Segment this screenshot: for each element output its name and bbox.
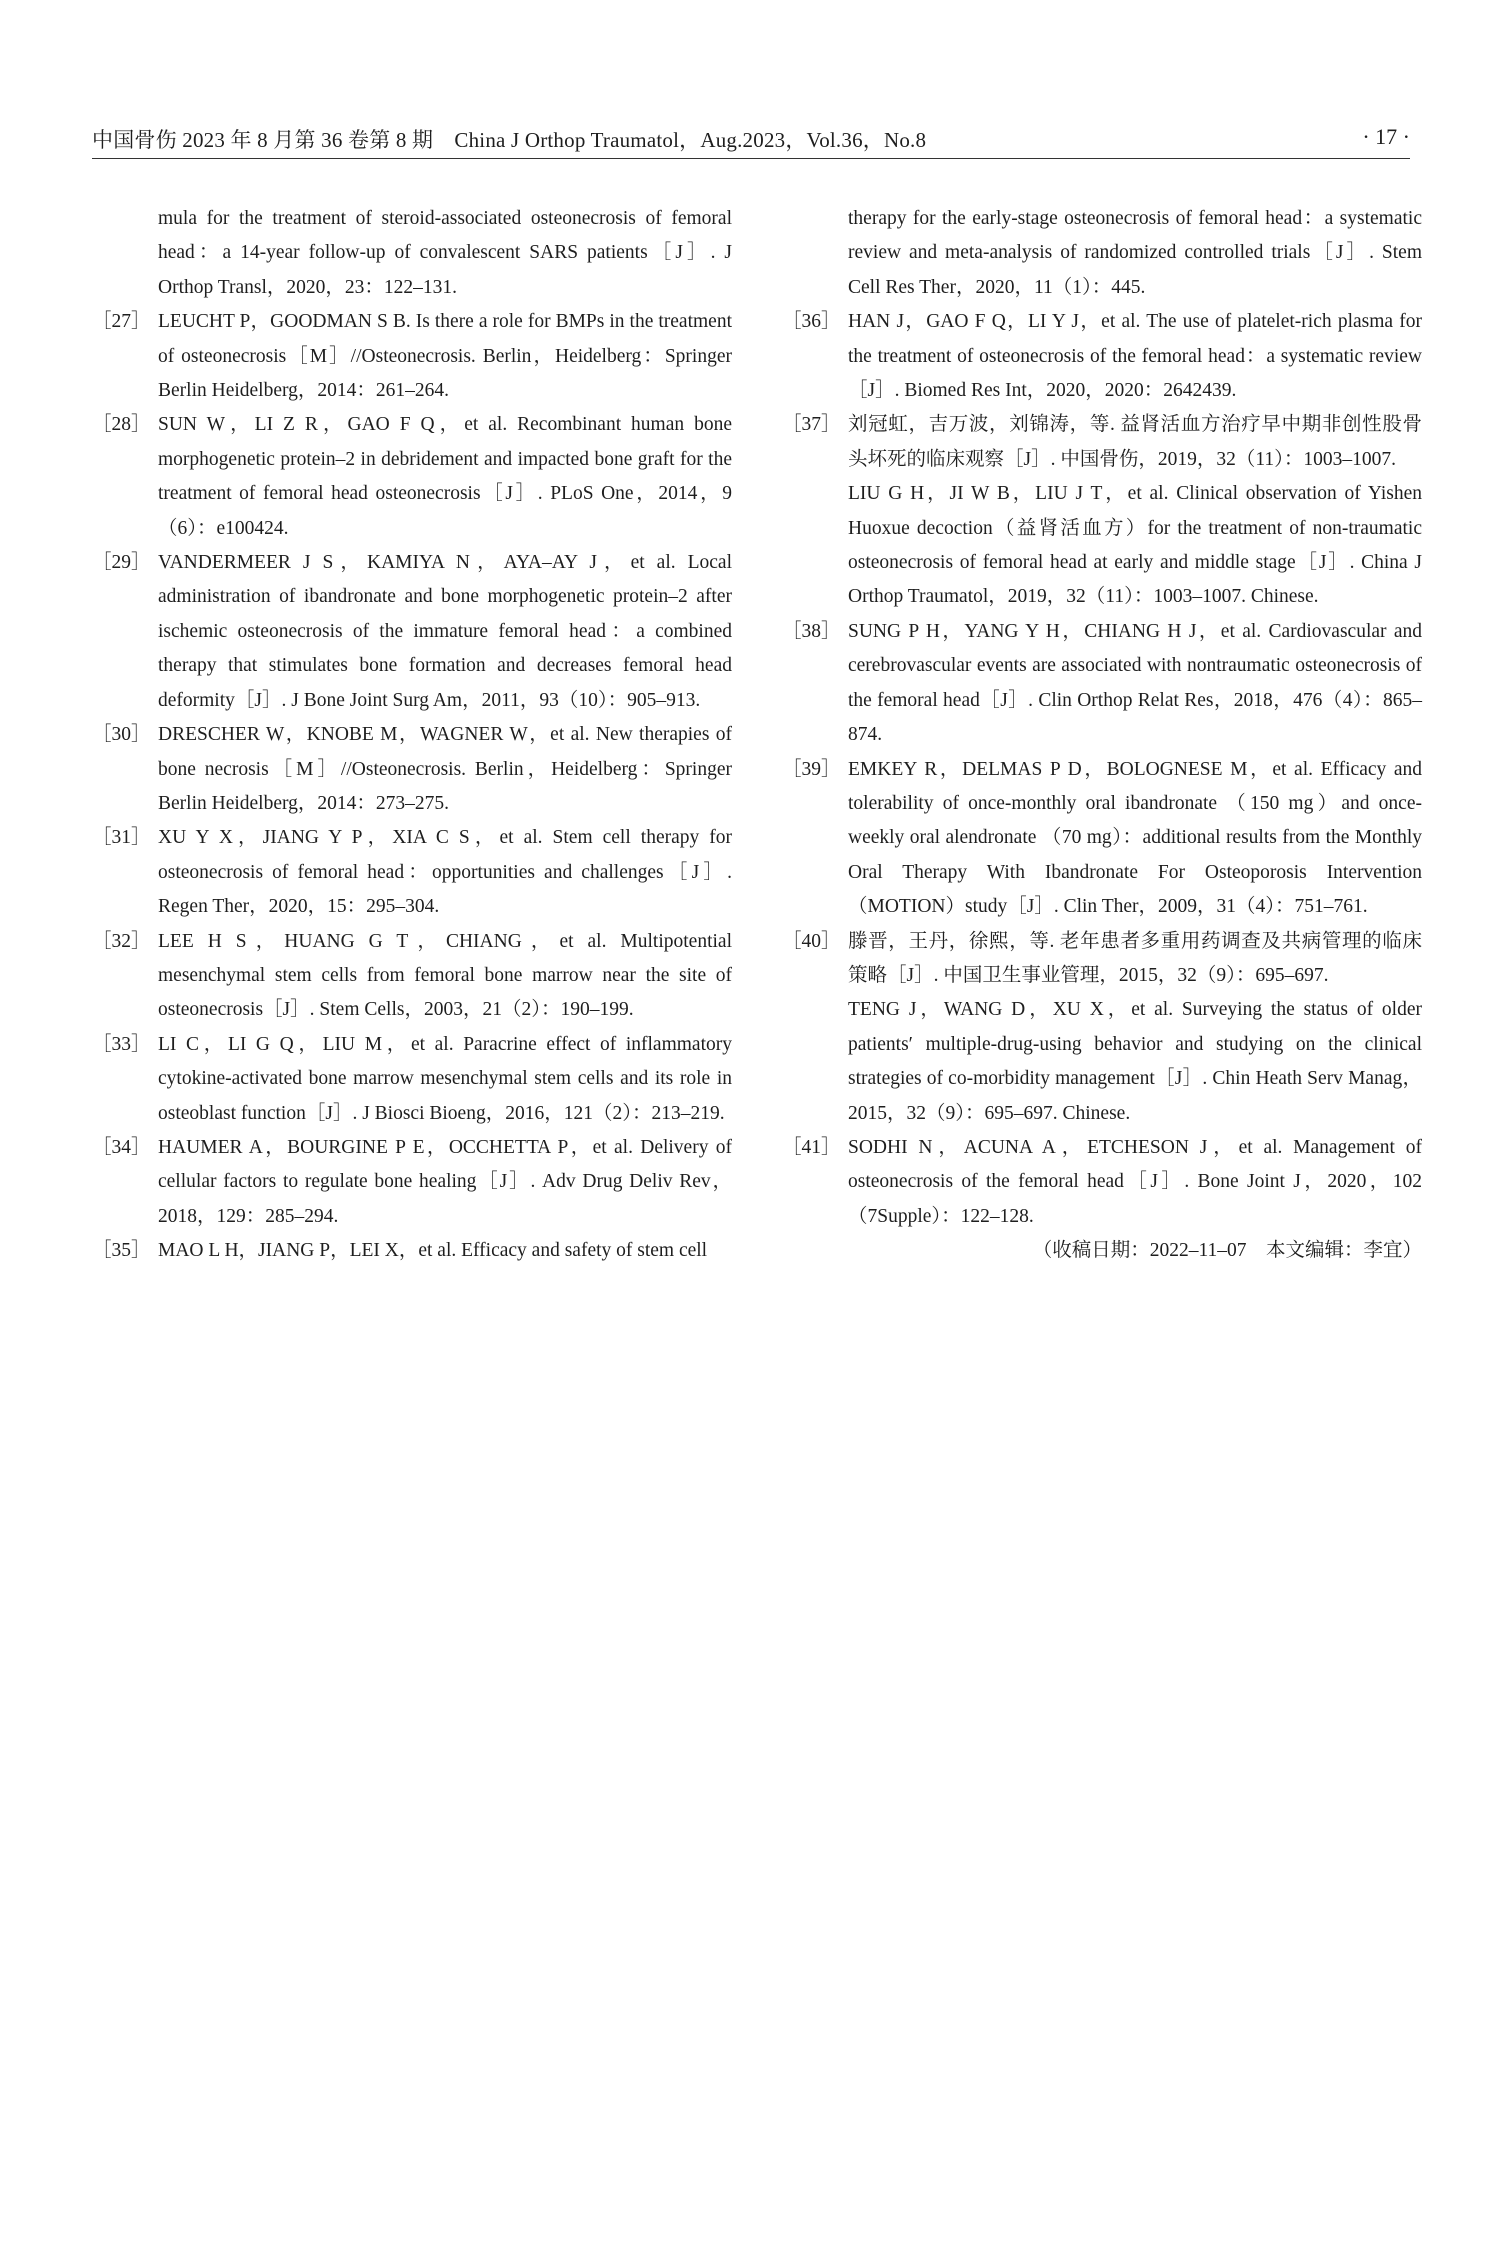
right-column xyxy=(782,202,1422,1269)
reference-item xyxy=(92,821,732,924)
reference-item xyxy=(782,615,1422,753)
reference-item xyxy=(782,408,1422,614)
journal-citation: 中国骨伤 2023 年 8 月第 36 卷第 8 期 China J Orthop Traumatol，Aug.2023，Vol.36，No.8 xyxy=(92,128,927,152)
reference-number: ［36］ xyxy=(782,311,841,333)
reference-text: LEE H S，HUANG G T，CHIANG，et al. Multipotential mesenchymal stem cells from femoral bone marrow near the site of osteonecrosis［J］. Stem Cells，2003，21（2）：190–199. xyxy=(158,930,732,1021)
reference-text: EMKEY R，DELMAS P D，BOLOGNESE M，et al. Efficacy and tolerability of once-monthly oral ibandronate （150 mg）and once-weekly oral alendronate （70 mg）：additional results from the Monthly Oral Therapy With Ibandronate For Osteoporosis Intervention（MOTION）study［J］. Clin Ther，2009，31（4）：751–761. xyxy=(848,758,1422,918)
reference-item xyxy=(92,305,732,408)
reference-text-english: LIU G H，JI W B，LIU J T，et al. Clinical observation of Yishen Huoxue decoction（益肾活血方）for the treatment of non-traumatic osteonecrosis of femoral head at early and middle stage［J］. China J Orthop Traumatol，2019，32（11）：1003–1007. Chinese. xyxy=(848,483,1422,608)
reference-number: ［30］ xyxy=(92,724,151,746)
reference-text: LEUCHT P，GOODMAN S B. Is there a role for BMPs in the treatment of osteonecrosis［M］//Osteonecrosis. Berlin，Heidelberg：Springer Berlin Heidelberg，2014：261–264. xyxy=(158,311,732,402)
reference-text-chinese: 滕晋，王丹，徐熙，等. 老年患者多重用药调查及共病管理的临床策略［J］. 中国卫生事业管理，2015，32（9）：695–697. xyxy=(848,930,1422,986)
reference-item xyxy=(782,305,1422,408)
reference-text: DRESCHER W，KNOBE M，WAGNER W，et al. New therapies of bone necrosis［M］//Osteonecrosis. Berlin，Heidelberg：Springer Berlin Heidelberg，2014：273–275. xyxy=(158,724,732,814)
reference-number: ［40］ xyxy=(782,930,841,952)
reference-text: SUN W，LI Z R，GAO F Q，et al. Recombinant human bone morphogenetic protein–2 in debridement and impacted bone graft for the treatment of femoral head osteonecrosis［J］. PLoS One，2014，9（6）：e100424. xyxy=(158,414,732,539)
reference-item xyxy=(92,718,732,821)
reference-continuation: mula for the treatment of steroid-associated osteonecrosis of femoral head：a 14-year follow-up of convalescent SARS patients［J］. J Orthop Transl，2020，23：122–131. xyxy=(158,208,732,298)
reference-number: ［29］ xyxy=(92,552,151,574)
reference-number: ［28］ xyxy=(92,414,151,436)
reference-text: VANDERMEER J S，KAMIYA N，AYA–AY J，et al. Local administration of ibandronate and bone morphogenetic protein–2 after ischemic osteonecrosis of the immature femoral head：a combined therapy that stimulates bone formation and decreases femoral head deformity［J］. J Bone Joint Surg Am，2011，93（10）：905–913. xyxy=(158,552,732,711)
reference-item xyxy=(92,925,732,1028)
reference-text: LI C，LI G Q，LIU M，et al. Paracrine effect of inflammatory cytokine-activated bone marrow mesenchymal stem cells and its role in osteoblast function［J］. J Biosci Bioeng，2016，121（2）：213–219. xyxy=(158,1033,732,1124)
reference-number: ［33］ xyxy=(92,1033,151,1055)
reference-item xyxy=(782,925,1422,1131)
reference-number: ［41］ xyxy=(782,1136,841,1158)
reference-item xyxy=(92,1131,732,1234)
reference-text: XU Y X，JIANG Y P，XIA C S，et al. Stem cell therapy for osteonecrosis of femoral head：opportunities and challenges［J］. Regen Ther，2020，15：295–304. xyxy=(158,827,732,918)
reference-text: HAUMER A，BOURGINE P E，OCCHETTA P，et al. Delivery of cellular factors to regulate bone healing［J］. Adv Drug Deliv Rev，2018，129：285–294. xyxy=(158,1136,732,1227)
received-date-editor-note: （收稿日期：2022–11–07 本文编辑：李宜） xyxy=(1032,1240,1422,1262)
running-header xyxy=(92,122,1410,159)
reference-text: SODHI N，ACUNA A，ETCHESON J，et al. Management of osteonecrosis of the femoral head［J］. Bone Joint J，2020，102（7Supple）：122–128. xyxy=(848,1136,1422,1227)
reference-number: ［39］ xyxy=(782,758,841,780)
reference-item xyxy=(92,1234,732,1268)
reference-continuation: therapy for the early-stage osteonecrosis of femoral head：a systematic review and meta-analysis of randomized controlled trials［J］. Stem Cell Res Ther，2020，11（1）：445. xyxy=(848,208,1422,298)
reference-number: ［34］ xyxy=(92,1136,151,1158)
reference-item xyxy=(92,1028,732,1131)
reference-text: MAO L H，JIANG P，LEI X，et al. Efficacy and safety of stem cell xyxy=(158,1240,708,1262)
reference-text-english: TENG J，WANG D，XU X，et al. Surveying the status of older patients′ multiple-drug-using behavior and studying on the clinical strategies of co-morbidity management［J］. Chin Heath Serv Manag，2015，32（9）：695–697. Chinese. xyxy=(848,999,1422,1124)
left-column xyxy=(92,202,732,1269)
reference-item xyxy=(92,546,732,718)
reference-text: SUNG P H，YANG Y H，CHIANG H J，et al. Cardiovascular and cerebrovascular events are associated with nontraumatic osteonecrosis of the femoral head［J］. Clin Orthop Relat Res，2018，476（4）：865–874. xyxy=(848,620,1422,746)
reference-number: ［32］ xyxy=(92,930,151,952)
reference-item xyxy=(782,1131,1422,1234)
reference-number: ［27］ xyxy=(92,311,151,333)
page-number: · 17 · xyxy=(1362,124,1410,149)
reference-item xyxy=(782,753,1422,925)
reference-text: HAN J，GAO F Q，LI Y J，et al. The use of platelet-rich plasma for the treatment of osteonecrosis of the femoral head：a systematic review［J］. Biomed Res Int，2020，2020：2642439. xyxy=(848,311,1422,402)
reference-number: ［38］ xyxy=(782,620,841,642)
reference-number: ［37］ xyxy=(782,414,841,436)
reference-number: ［31］ xyxy=(92,827,151,849)
reference-text-chinese: 刘冠虹，吉万波，刘锦涛，等. 益肾活血方治疗早中期非创性股骨头坏死的临床观察［J］. 中国骨伤，2019，32（11）：1003–1007. xyxy=(848,414,1422,470)
reference-item xyxy=(92,408,732,546)
reference-number: ［35］ xyxy=(92,1240,151,1262)
